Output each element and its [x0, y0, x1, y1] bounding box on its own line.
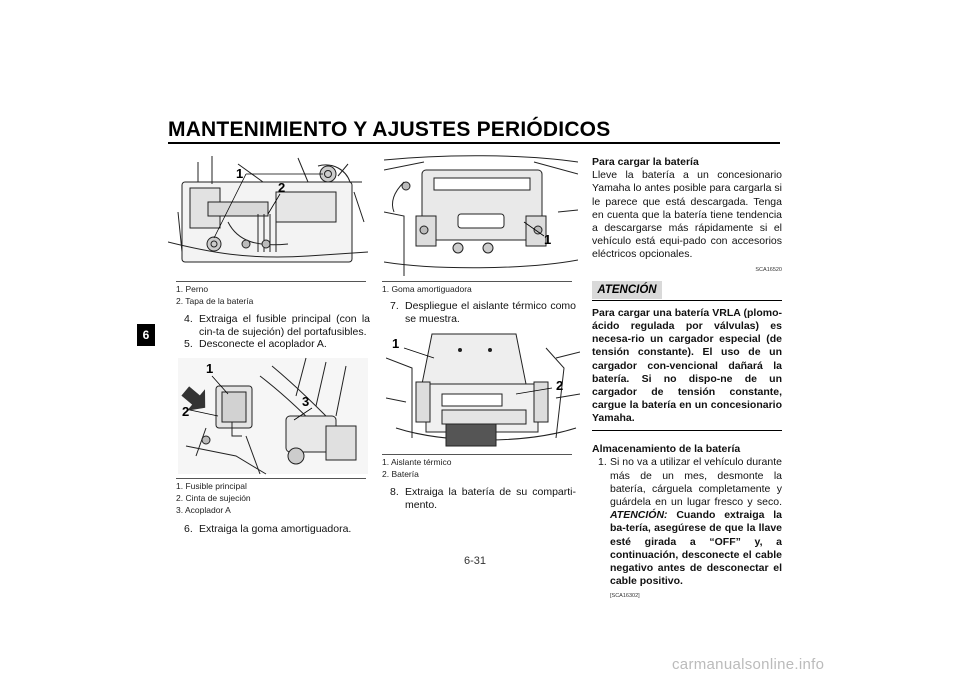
charging-column	[592, 156, 782, 604]
page-title: MANTENIMIENTO Y AJUSTES PERIÓDICOS	[168, 118, 611, 141]
caption-rule	[176, 281, 366, 282]
step-6	[184, 523, 370, 536]
charge-code: SCA16520	[755, 266, 782, 273]
storage-item-1	[592, 456, 782, 603]
step-number: 6.	[184, 523, 193, 535]
step-7	[390, 300, 576, 326]
rubber-damper-illustration	[384, 152, 578, 276]
caption-item: 1. Fusible principal	[176, 481, 247, 491]
callout-2: 2	[182, 404, 190, 419]
step-8	[390, 486, 576, 512]
storage-atencion-label: ATENCIÓN:	[610, 509, 668, 522]
heat-insulator-illustration	[386, 328, 580, 452]
watermark: carmanualsonline.info	[672, 656, 825, 673]
charge-heading: Para cargar la batería	[592, 156, 699, 168]
caption-item: 1. Aislante térmico	[382, 457, 452, 467]
figure-battery-cover	[168, 152, 368, 276]
caption-item: 3. Acoplador A	[176, 505, 231, 515]
callout-2: 2	[556, 378, 564, 393]
figure2-caption	[176, 478, 251, 516]
main-fuse-illustration	[176, 356, 370, 476]
storage-item-number: 1.	[598, 456, 607, 469]
header-rule	[168, 142, 780, 144]
step-number: 8.	[390, 486, 399, 498]
callout-1: 1	[392, 336, 400, 351]
caption-rule	[176, 478, 366, 479]
step-text: Desconecte el acoplador A.	[199, 338, 327, 350]
battery-cover-illustration	[168, 152, 368, 276]
step-text: Despliegue el aislante térmico como se muestra.	[405, 300, 576, 325]
figure-rubber-damper	[384, 152, 578, 276]
figure3-caption	[382, 281, 472, 295]
figure-main-fuse	[176, 356, 370, 476]
storage-item-body	[610, 456, 782, 588]
step-4	[184, 313, 370, 339]
atencion-banner	[592, 281, 782, 301]
callout-1: 1	[236, 166, 244, 181]
callout-1: 1	[206, 361, 214, 376]
atencion-end-rule	[592, 430, 782, 432]
step-text: Extraiga el fusible principal (con la cin-ta de sujeción) del portafusibles.	[199, 313, 370, 338]
callout-2: 2	[278, 180, 286, 195]
step-text: Extraiga la batería de su comparti-mento.	[405, 486, 576, 511]
step-text: Extraiga la goma amortiguadora.	[199, 523, 352, 535]
figure1-caption	[176, 281, 253, 307]
caption-item: 1. Perno	[176, 284, 209, 294]
caption-item: 2. Tapa de la batería	[176, 296, 254, 306]
storage-item-text: Si no va a utilizar el vehículo durante más de un mes, desmonte la batería, cárguela completamente y guárdela en un lugar fresco y seco.	[610, 456, 782, 508]
caption-rule	[382, 281, 572, 282]
caption-rule	[382, 454, 572, 455]
caption-item: 2. Batería	[382, 469, 419, 479]
figure4-caption	[382, 454, 451, 480]
page-number: 6-31	[464, 555, 487, 567]
figure-heat-insulator	[386, 328, 580, 452]
charge-text: Lleve la batería a un concesionario Yamaha lo antes posible para cargarla si le parece que está descargada. Tenga en cuenta que la batería tiene tendencia a descargarse más rápidamente si el vehículo está equi-pado con accesorios eléctricos opcionales.	[592, 169, 782, 261]
atencion-label: ATENCIÓN	[592, 281, 662, 299]
caption-item: 1. Goma amortiguadora	[382, 284, 472, 294]
step-number: 7.	[390, 300, 399, 312]
storage-atencion-text: Cuando extraiga la ba-tería, asegúrese de que la llave esté girada a “OFF” y, a continuación, desconecte el cable negativo antes de desconectar el cable positivo.	[610, 509, 782, 588]
atencion-text: Para cargar una batería VRLA (plomo-ácido regulada por válvulas) es necesa-rio un cargador especial (de tensión constante). El uso de un cargador con-vencional dañará la batería. Si no dispo-ne de un cargador de tensión constante, cargue la batería en un concesionario Yamaha.	[592, 306, 782, 425]
storage-heading: Almacenamiento de la batería	[592, 443, 741, 456]
callout-3: 3	[302, 394, 310, 409]
step-5	[184, 338, 370, 351]
storage-code: [SCA16302]	[610, 593, 640, 600]
step-number: 5.	[184, 338, 193, 350]
chapter-tab: 6	[137, 324, 155, 346]
step-number: 4.	[184, 313, 193, 325]
caption-item: 2. Cinta de sujeción	[176, 493, 251, 503]
callout-1: 1	[544, 232, 552, 247]
